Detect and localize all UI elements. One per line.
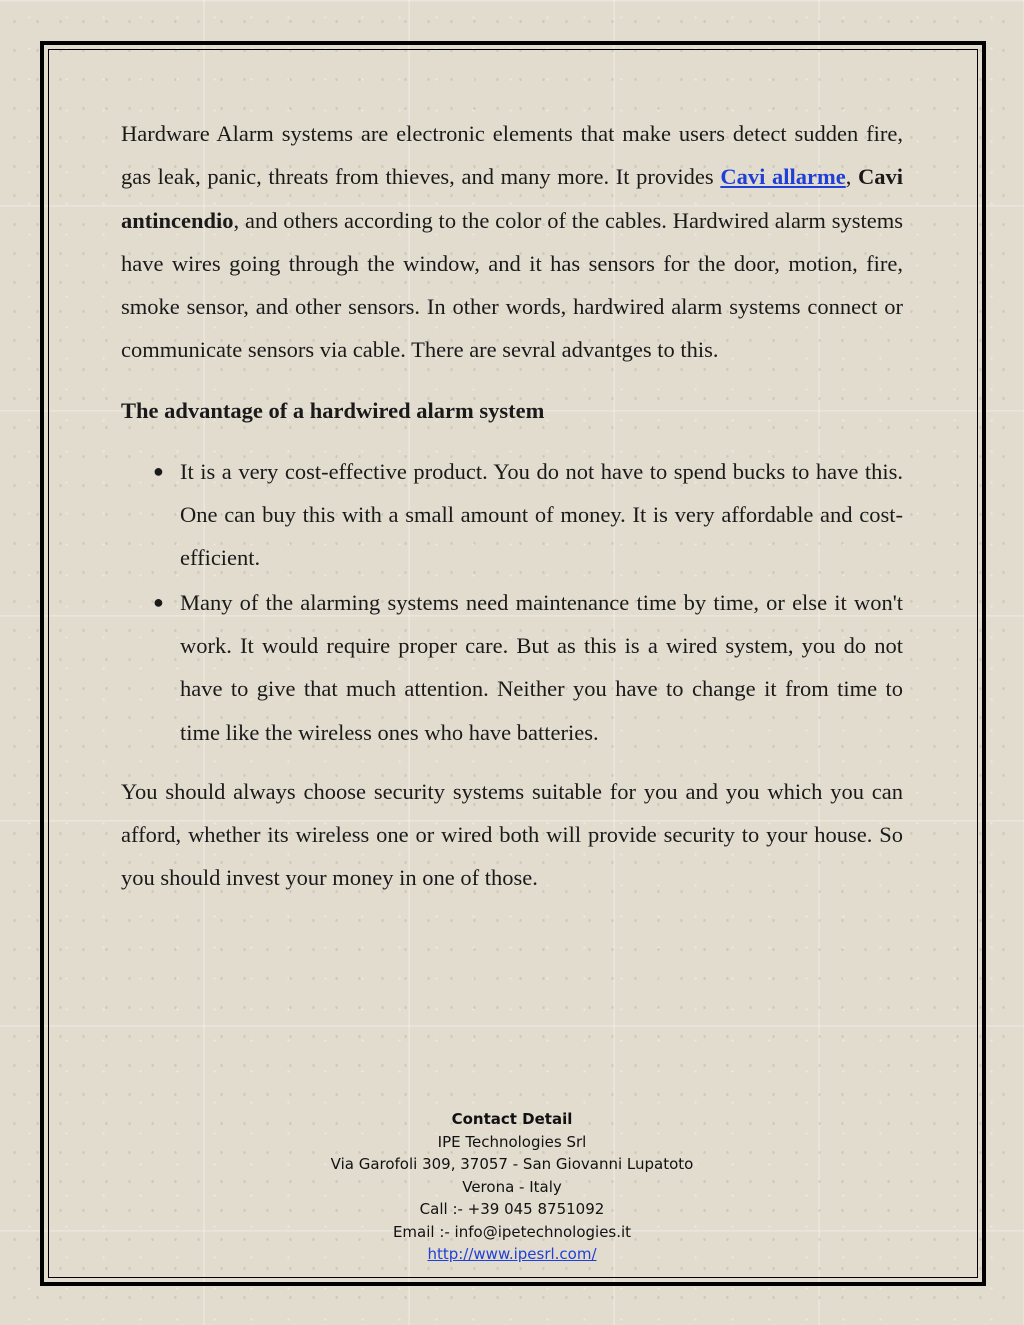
contact-address: Via Garofoli 309, 37057 - San Giovanni Lupatoto xyxy=(330,1155,694,1173)
website-link[interactable]: http://www.ipesrl.com/ xyxy=(427,1245,597,1263)
document-body xyxy=(121,112,903,900)
contact-email: Email :- info@ipetechnologies.it xyxy=(392,1222,632,1241)
intro-text-1: Hardware Alarm systems are electronic elements that make users detect sudden fire, gas leak, panic, threats from thieves, and many more. It provides xyxy=(121,121,903,190)
contact-phone: Call :- +39 045 8751092 xyxy=(419,1200,605,1218)
section-heading: The advantage of a hardwired alarm system xyxy=(121,397,545,423)
bullet-icon: ● xyxy=(153,591,164,612)
contact-company: IPE Technologies Srl xyxy=(437,1132,587,1151)
closing-paragraph: You should always choose security systems suitable for you and you which you can afford, whether its wireless one or wired both will provide security to your house. So you should invest your money in one of those. xyxy=(121,778,903,891)
list-item xyxy=(121,581,903,754)
cavi-antincendio-bold: Cavi antincendio xyxy=(121,164,904,233)
cavi-allarme-link[interactable]: Cavi allarme xyxy=(720,164,846,190)
intro-paragraph xyxy=(121,112,903,372)
list-item-text: It is a very cost-effective product. You do not have to spend bucks to have this. One can buy this with a small amount of money. It is very affordable and cost-efficient. xyxy=(180,458,903,571)
contact-title: Contact Detail xyxy=(451,1110,573,1128)
contact-block xyxy=(0,1108,1024,1266)
intro-text-2: , and others according to the color of the cables. Hardwired alarm systems have wires going through the window, and it has sensors for the door, motion, fire, smoke sensor, and other sensors. In other words, hardwired alarm systems connect or communicate sensors via cable. There are sevral advantges to this. xyxy=(121,207,903,363)
advantages-list xyxy=(121,450,903,754)
list-item-text: Many of the alarming systems need maintenance time by time, or else it won't work. It would require proper care. But as this is a wired system, you do not have to give that much attention. Neither you have to change it from time to time like the wireless ones who have batteries. xyxy=(180,589,903,745)
contact-city: Verona - Italy xyxy=(462,1177,562,1196)
bullet-icon: ● xyxy=(153,460,164,481)
intro-separator: , xyxy=(845,164,859,190)
list-item xyxy=(121,450,903,580)
